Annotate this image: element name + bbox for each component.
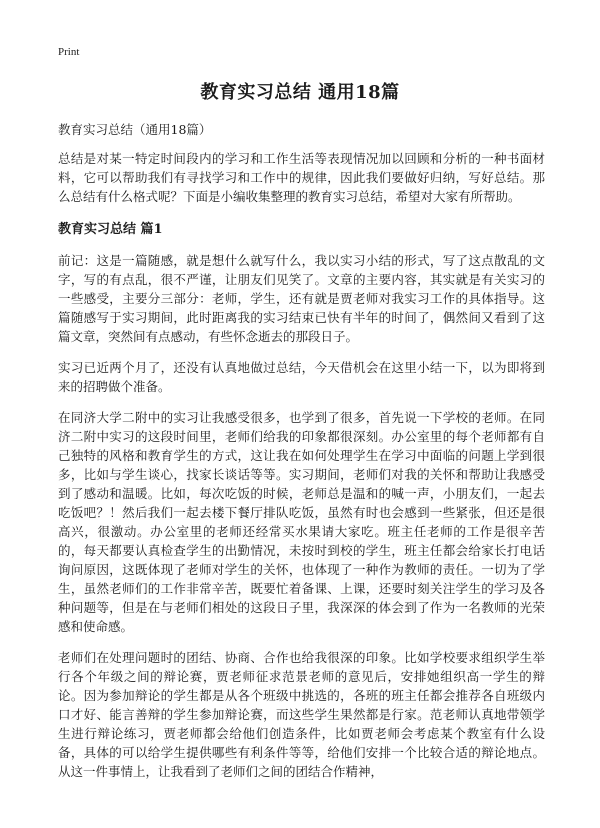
body-paragraph-2: 实习已近两个月了，还没有认真地做过总结，今天借机会在这里小结一下，以为即将到来的招聘做个准备。: [58, 360, 545, 394]
section-heading: 教育实习总结 篇1: [58, 222, 163, 237]
body-paragraph-3: 在同济大学二附中的实习让我感受很多，也学到了很多，首先说一下学校的老师。在同济二附中实习的这段时间里，老师们给我的印象都很深刻。办公室里的每个老师都有自己独特的风格和教育学生的方式，这让我在如何处理学生在学习中面临的问题上学到很多，比如与学生谈心，找家长谈话等等。实习期间，老师们对我的关怀和帮助让我感受到了感动和温暖。比如，每次吃饭的时候，老师总是温和的喊一声，小朋友们，一起去吃饭吧？！然后我们一起去楼下餐厅排队吃饭，虽然有时也会感到一些紧张，但还是很高兴，很激动。办公室里的老师还经常买水果请大家吃。班主任老师的工作是很辛苦的，每天都要认真检查学生的出勤情况，未按时到校的学生，班主任都会给家长打电话询问原因，这既体现了老师对学生的关怀，也体现了一种作为教师的责任。一切为了学生，虽然老师们的工作非常辛苦，既要忙着备课、上课，还要时刻关注学生的学习及各种问题等，但是在与老师们相处的这段日子里，我深深的体会到了作为一名教师的光荣感和使命感。: [58, 410, 545, 634]
body-paragraph-4: 老师们在处理问题时的团结、协商、合作也给我很深的印象。比如学校要求组织学生举行各个年级之间的辩论赛，贾老师征求范景老师的意见后，安排她组织高一学生的辩论。因为参加辩论的学生都是从各个班级中挑选的，各班的班主任都会推荐各自班级内口才好、能言善辩的学生参加辩论赛，而这些学生果然都是行家。范老师认真地带领学生进行辩论练习，贾老师都会给他们创造条件，比如贾老师会考虑某个教室有什么设备，具体的可以给学生提供哪些有利条件等等，给他们安排一个比较合适的辩论地点。从这一件事情上，让我看到了老师们之间的团结合作精神，: [58, 650, 545, 779]
document-body: [58, 120, 545, 793]
intro-paragraph: 总结是对某一特定时间段内的学习和工作生活等表现情况加以回顾和分析的一种书面材料，它可以帮助我们有寻找学习和工作中的规律，因此我们要做好归纳，写好总结。那么总结有什么格式呢？下面是小编收集整理的教育实习总结，希望对大家有所帮助。: [58, 151, 545, 204]
page-title: 教育实习总结 通用18篇: [200, 82, 400, 103]
document-subtitle: 教育实习总结（通用18篇）: [58, 122, 212, 137]
print-label: Print: [58, 46, 80, 58]
body-paragraph-1: 前记：这是一篇随感，就是想什么就写什么，我以实习小结的形式，写了这点散乱的文字，写的有点乱，很不严谨，让朋友们见笑了。文章的主要内容，其实就是有关实习的一些感受，主要分三部分：老师，学生，还有就是贾老师对我实习工作的具体指导。这篇随感写于实习期间，此时距离我的实习结束已快有半年的时间了，偶然间又看到了这篇文章，突然间有点感动，有些怀念逝去的那段日子。: [58, 253, 545, 344]
